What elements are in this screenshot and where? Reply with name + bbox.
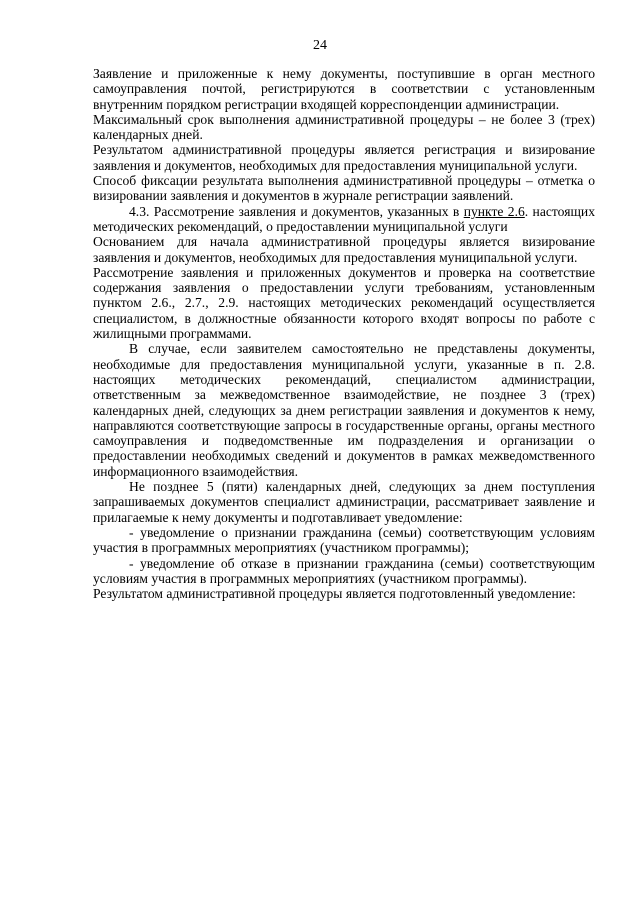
paragraph: Результатом административной процедуры является регистрация и визирование заявления и документов, необходимых для предоставления муниципальной услуги. bbox=[93, 142, 595, 173]
list-item: - уведомление об отказе в признании гражданина (семьи) соответствующим условиям участия в программных мероприятиях (участником программы). bbox=[93, 555, 595, 586]
paragraph: Максимальный срок выполнения административной процедуры – не более 3 (трех) календарных дней. bbox=[93, 111, 595, 143]
paragraph: В случае, если заявителем самостоятельно не представлены документы, необходимые для предоставления муниципальной услуги, указанные в п. 2.8. настоящих методических рекомендаций, специалистом администрации, ответственным за межведомственное взаимодействие, не позднее 3 (трех) календарных дней, следующих за днем регистрации заявления и документов к нему, направляются соответствующие запросы в государственные органы, органы местного самоуправления и подведомственные им подразделения и организации о предоставлении необходимых сведений и документов в рамках межведомственного информационного взаимодействия. bbox=[93, 341, 595, 479]
paragraph: Не позднее 5 (пяти) календарных дней, следующих за днем поступления запрашиваемых документов специалист администрации, рассматривает заявление и прилагаемые к нему документы и подготавливает уведомление: bbox=[93, 479, 595, 525]
section-heading-4-3 bbox=[93, 204, 595, 235]
section-link[interactable]: пункте 2.6 bbox=[463, 203, 525, 219]
paragraph-text: . настоящих методических рекомендаций, о предоставлении муниципальной услуги bbox=[93, 203, 595, 234]
page-number: 24 bbox=[313, 38, 327, 53]
paragraph-text: 4.3. Рассмотрение заявления и документов, указанных в bbox=[129, 203, 464, 219]
paragraph: Результатом административной процедуры является подготовленный уведомление: bbox=[93, 586, 576, 602]
list-item: - уведомление о признании гражданина (семьи) соответствующим условиям участия в программных мероприятиях (участником программы); bbox=[93, 524, 595, 556]
paragraph: Способ фиксации результата выполнения административной процедуры – отметка о визировании заявления и документов в журнале регистрации заявлений. bbox=[93, 173, 595, 204]
paragraph: Заявление и приложенные к нему документы, поступившие в орган местного самоуправления почтой, регистрируются в соответствии с установленным внутренним порядком регистрации входящей корреспонденции администрации. bbox=[93, 66, 595, 112]
paragraph: Рассмотрение заявления и приложенных документов и проверка на соответствие содержания заявления о предоставлении услуги требованиям, установленным пунктом 2.6., 2.7., 2.9. настоящих методических рекомендаций осуществляется специалистом, в должностные обязанности которого входят вопросы по работе с жилищными программами. bbox=[93, 264, 595, 342]
document-body bbox=[93, 66, 595, 601]
paragraph: Основанием для начала административной процедуры является визирование заявления и документов, необходимых для предоставления муниципальной услуги. bbox=[93, 234, 595, 265]
